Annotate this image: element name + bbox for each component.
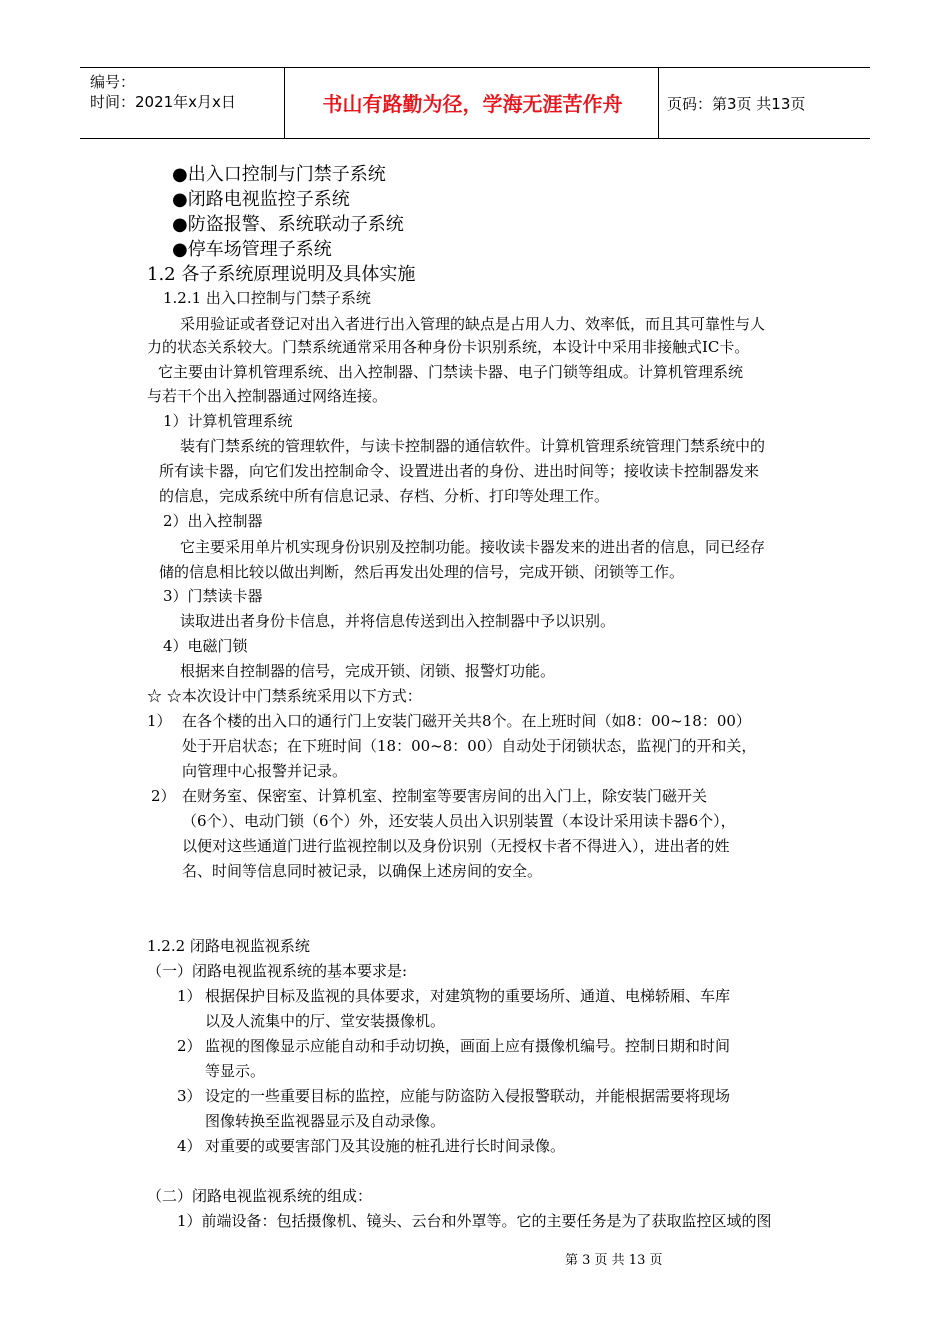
paragraph-line: 图像转换至监视器显示及自动录像。	[205, 1112, 446, 1130]
list-number: 3）	[177, 1087, 202, 1105]
paragraph-line: 根据来自控制器的信号，完成开锁、闭锁、报警灯功能。	[180, 662, 556, 680]
list-number: 1）	[147, 712, 172, 730]
paragraph-line: 监视的图像显示应能自动和手动切换，画面上应有摄像机编号。控制日期和时间	[205, 1037, 731, 1055]
paragraph-line: （6个）、电动门锁（6个）外，还安装人员出入识别装置（本设计采用读卡器6个），	[182, 812, 736, 830]
page-footer: 第 3 页 共 13 页	[565, 1253, 663, 1268]
paragraph-line: 力的状态关系较大。门禁系统通常采用各种身份卡识别系统，本设计中采用非接触式IC卡。	[147, 338, 750, 356]
paragraph-line: 设定的一些重要目标的监控，应能与防盗防入侵报警联动，并能根据需要将现场	[205, 1087, 731, 1105]
list-number: 2）	[177, 1037, 202, 1055]
star-line: ☆ ☆本次设计中门禁系统采用以下方式：	[147, 687, 422, 705]
paragraph-line: 以便对这些通道门进行监视控制以及身份识别（无授权卡者不得进入），进出者的姓	[182, 837, 730, 855]
list-number: 2）	[151, 787, 176, 805]
paragraph-line: 储的信息相比较以做出判断，然后再发出处理的信号，完成开锁、闭锁等工作。	[159, 563, 685, 581]
header-time: 时间：2021年x月x日	[90, 93, 236, 111]
paragraph-line: 采用验证或者登记对出入者进行出入管理的缺点是占用人力、效率低，而且其可靠性与人	[180, 315, 766, 333]
paragraph-line: 它主要由计算机管理系统、出入控制器、门禁读卡器、电子门锁等组成。计算机管理系统	[158, 363, 744, 381]
page-header	[80, 67, 870, 139]
paragraph-line: 的信息，完成系统中所有信息记录、存档、分析、打印等处理工作。	[159, 487, 610, 505]
paragraph-line: 对重要的或要害部门及其设施的桩孔进行长时间录像。	[205, 1137, 566, 1155]
paragraph-line: 名、时间等信息同时被记录，以确保上述房间的安全。	[182, 862, 543, 880]
composition-title: （二）闭路电视监视系统的组成：	[147, 1187, 373, 1205]
paragraph-line: 读取进出者身份卡信息，并将信息传送到出入控制器中予以识别。	[180, 612, 616, 630]
paragraph-line: 等显示。	[205, 1062, 266, 1080]
header-meta	[90, 72, 236, 112]
paragraph-line: 在财务室、保密室、计算机室、控制室等要害房间的出入门上，除安装门磁开关	[182, 787, 708, 805]
item-title: 4）电磁门锁	[163, 637, 248, 655]
paragraph-line: 向管理中心报警并记录。	[182, 762, 348, 780]
paragraph-line: 以及人流集中的厅、堂安装摄像机。	[205, 1012, 446, 1030]
item-title: 2）出入控制器	[163, 512, 263, 530]
section-heading: 1.2 各子系统原理说明及具体实施	[147, 264, 416, 285]
paragraph-line: 1）前端设备：包括摄像机、镜头、云台和外罩等。它的主要任务是为了获取监控区域的图	[177, 1212, 772, 1230]
paragraph-line: 在各个楼的出入口的通行门上安装门磁开关共8个。在上班时间（如8：00~18：00）	[182, 712, 751, 730]
subsection-heading: 1.2.1 出入口控制与门禁子系统	[163, 289, 371, 307]
paragraph-line: 所有读卡器，向它们发出控制命令、设置进出者的身份、进出时间等；接收读卡控制器发来	[159, 462, 760, 480]
header-motto: 书山有路勤为径，学海无涯苦作舟	[322, 92, 623, 116]
paragraph-line: 它主要采用单片机实现身份识别及控制功能。接收读卡器发来的进出者的信息，同已经存	[180, 538, 766, 556]
bullet-item: ●闭路电视监控子系统	[172, 189, 350, 210]
header-page-info: 页码：第3页 共13页	[667, 95, 806, 113]
paragraph-line: 根据保护目标及监视的具体要求，对建筑物的重要场所、通道、电梯轿厢、车库	[205, 987, 731, 1005]
list-number: 1）	[177, 987, 202, 1005]
bullet-item: ●出入口控制与门禁子系统	[172, 164, 386, 185]
item-title: 3）门禁读卡器	[163, 587, 263, 605]
bullet-item: ●防盗报警、系统联动子系统	[172, 214, 404, 235]
paragraph-line: 处于开启状态；在下班时间（18：00~8：00）自动处于闭锁状态，监视门的开和关，	[182, 737, 757, 755]
requirements-title: （一）闭路电视监视系统的基本要求是:	[147, 962, 408, 980]
bullet-item: ●停车场管理子系统	[172, 239, 332, 260]
paragraph-line: 与若干个出入控制器通过网络连接。	[147, 387, 388, 405]
paragraph-line: 装有门禁系统的管理软件，与读卡控制器的通信软件。计算机管理系统管理门禁系统中的	[180, 437, 766, 455]
item-title: 1）计算机管理系统	[163, 412, 293, 430]
header-number: 编号：	[90, 73, 136, 91]
subsection-heading: 1.2.2 闭路电视监视系统	[147, 937, 310, 955]
list-number: 4）	[177, 1137, 202, 1155]
